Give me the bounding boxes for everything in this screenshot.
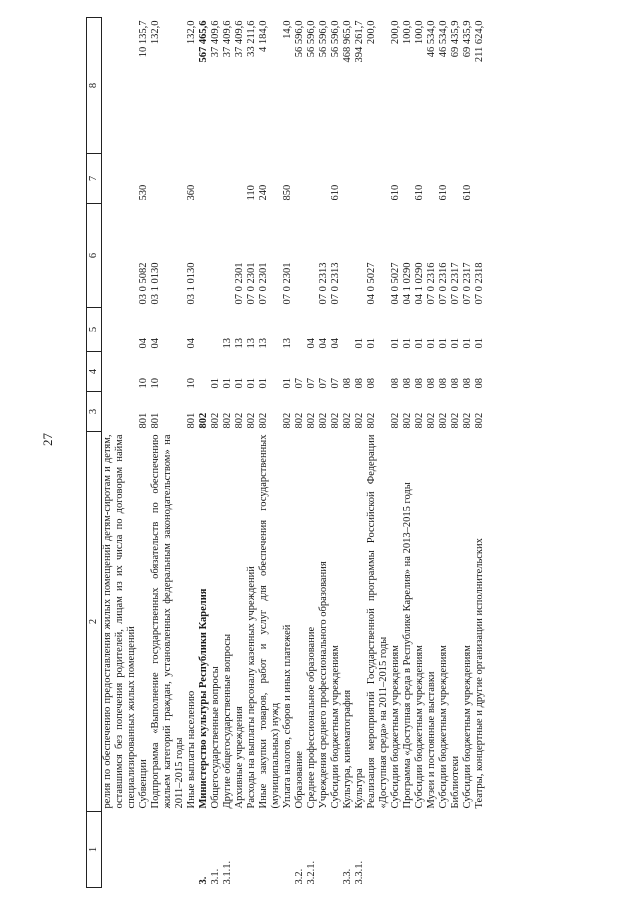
- row-amount: 468 965,0: [342, 20, 353, 63]
- code-csr: [222, 204, 234, 308]
- code-gr: 801: [138, 412, 149, 429]
- row-amount: 56 596,0: [294, 20, 305, 58]
- table-row: [294, 18, 306, 888]
- code-gr: 802: [258, 412, 269, 429]
- row-amount: 394 261,7: [354, 20, 365, 63]
- code-rz: [102, 352, 139, 392]
- code-vr: 610: [390, 184, 401, 201]
- code-pr: 04: [186, 338, 197, 349]
- row-name: Уплата налогов, сборов и иных платежей: [282, 624, 293, 809]
- code-pr: 13: [282, 338, 293, 349]
- code-pr: 04: [306, 338, 317, 349]
- code-vr: [318, 154, 330, 204]
- code-vr: 610: [414, 184, 425, 201]
- code-gr: 802: [450, 412, 461, 429]
- code-csr: 07 0 2313: [330, 262, 341, 305]
- row-amount: 37 409,6: [210, 20, 221, 58]
- header-row: [87, 18, 102, 888]
- table-row: [222, 18, 234, 888]
- code-gr: 802: [198, 412, 209, 429]
- code-rz: 01: [246, 378, 257, 389]
- budget-table-sheet: [86, 18, 586, 888]
- code-rz: [198, 352, 210, 392]
- row-number: 3.1.: [210, 868, 221, 885]
- table-row: [306, 18, 318, 888]
- code-vr: [342, 154, 354, 204]
- row-name: релия по обеспечению предоставления жилых помещений детям-сиротам и детям, оставшимся без попечения родителей, лицам из их числа по договорам найма специализированных жилых помещений: [102, 434, 137, 809]
- table-row: [330, 18, 342, 888]
- code-csr: 07 0 2301: [246, 262, 257, 305]
- row-name: Учреждения среднего профессионального образования: [318, 561, 329, 809]
- row-amount: 100,0: [414, 20, 425, 45]
- row-amount: 4 184,0: [258, 20, 269, 52]
- code-vr: 610: [438, 184, 449, 201]
- code-gr: 802: [414, 412, 425, 429]
- row-amount: 132,0: [186, 20, 197, 45]
- code-vr: 240: [258, 184, 269, 201]
- row-number: 3.3.1.: [354, 860, 365, 885]
- row-number: [414, 812, 426, 888]
- code-pr: 01: [390, 338, 401, 349]
- code-vr: [234, 154, 246, 204]
- code-vr: 530: [138, 184, 149, 201]
- row-number: [366, 812, 390, 888]
- code-csr: 07 0 2317: [450, 262, 461, 305]
- row-amount: 69 435,9: [462, 20, 473, 58]
- code-gr: 802: [306, 412, 317, 429]
- code-gr: 802: [390, 412, 401, 429]
- row-amount: 10 135,7: [138, 20, 149, 58]
- code-vr: [294, 154, 306, 204]
- row-number: 3.2.: [294, 868, 305, 885]
- table-row: [450, 18, 462, 888]
- row-name: Субсидии бюджетным учреждениям: [414, 645, 425, 809]
- row-name: Музеи и постоянные выставки: [426, 671, 437, 809]
- row-amount: 100,0: [402, 20, 413, 45]
- code-vr: [198, 154, 210, 204]
- code-rz: 07: [294, 378, 305, 389]
- code-csr: 04 0 5027: [366, 262, 377, 305]
- row-name: Архивные учреждения: [234, 706, 245, 809]
- code-rz: 08: [462, 378, 473, 389]
- code-csr: 04 0 5027: [390, 262, 401, 305]
- code-csr: [306, 204, 318, 308]
- code-rz: 08: [402, 378, 413, 389]
- row-number: [474, 812, 486, 888]
- code-gr: 802: [246, 412, 257, 429]
- row-number: [138, 812, 150, 888]
- table-row: [150, 18, 186, 888]
- code-vr: [354, 154, 366, 204]
- code-gr: 802: [210, 412, 221, 429]
- table-row: [474, 18, 486, 888]
- table-row: [366, 18, 390, 888]
- code-rz: 01: [210, 378, 221, 389]
- row-number: 3.3.: [342, 868, 353, 885]
- row-name: Расходы на выплаты персоналу казенных учреждений: [246, 566, 257, 809]
- code-vr: [102, 154, 139, 204]
- row-number: [282, 812, 294, 888]
- code-rz: 08: [354, 378, 365, 389]
- row-amount: 132,0: [150, 20, 161, 45]
- row-name: Субсидии бюджетным учреждениям: [330, 645, 341, 809]
- table-row: [282, 18, 294, 888]
- row-number: [330, 812, 342, 888]
- budget-table: [86, 17, 486, 888]
- code-rz: 08: [426, 378, 437, 389]
- row-number: [318, 812, 330, 888]
- table-row: [318, 18, 330, 888]
- code-rz: 08: [414, 378, 425, 389]
- code-csr: 07 0 2301: [234, 262, 245, 305]
- row-number: [426, 812, 438, 888]
- code-pr: 01: [438, 338, 449, 349]
- row-amount: 69 435,9: [450, 20, 461, 58]
- code-csr: 07 0 2301: [258, 262, 269, 305]
- row-number: 3.2.1.: [306, 860, 317, 885]
- code-vr: [210, 154, 222, 204]
- header-cell: 3: [87, 392, 102, 432]
- code-gr: 802: [438, 412, 449, 429]
- code-vr: [402, 154, 414, 204]
- code-csr: 04 1 0290: [414, 262, 425, 305]
- code-rz: 08: [438, 378, 449, 389]
- table-row: [102, 18, 139, 888]
- code-pr: 01: [354, 338, 365, 349]
- code-rz: 07: [306, 378, 317, 389]
- header-cell: 5: [87, 308, 102, 352]
- code-rz: 08: [474, 378, 485, 389]
- code-rz: 08: [342, 378, 353, 389]
- row-name: Субсидии бюджетным учреждениям: [462, 645, 473, 809]
- row-number: [150, 812, 186, 888]
- table-row: [354, 18, 366, 888]
- code-gr: 802: [222, 412, 233, 429]
- code-vr: [474, 154, 486, 204]
- header-cell: 4: [87, 352, 102, 392]
- table-row: [234, 18, 246, 888]
- code-gr: 802: [354, 412, 365, 429]
- row-amount: 33 211,6: [246, 20, 257, 57]
- code-gr: 802: [366, 412, 377, 429]
- row-amount: 56 596,0: [318, 20, 329, 58]
- code-rz: 10: [138, 378, 149, 389]
- code-csr: [210, 204, 222, 308]
- table-row: [138, 18, 150, 888]
- code-pr: 01: [426, 338, 437, 349]
- code-pr: 04: [138, 338, 149, 349]
- row-number: [402, 812, 414, 888]
- row-amount: 200,0: [390, 20, 401, 45]
- row-name: Министерство культуры Республики Карелия: [198, 588, 209, 809]
- code-pr: 13: [258, 338, 269, 349]
- code-pr: 13: [246, 338, 257, 349]
- code-gr: [102, 392, 139, 432]
- code-vr: 850: [282, 184, 293, 201]
- row-number: [246, 812, 258, 888]
- code-rz: 01: [282, 378, 293, 389]
- code-csr: [198, 204, 210, 308]
- code-csr: 04 1 0290: [402, 262, 413, 305]
- row-name: Реализация мероприятий Государственной программы Российской Федерации «Доступная среда» на 2011–2015 годы: [366, 434, 389, 809]
- row-number: [186, 812, 198, 888]
- code-vr: [366, 154, 390, 204]
- row-name: Культура, кинематография: [342, 689, 353, 809]
- code-pr: [102, 308, 139, 352]
- code-gr: 802: [462, 412, 473, 429]
- table-row: [462, 18, 474, 888]
- code-pr: [342, 308, 354, 352]
- code-pr: 04: [150, 338, 161, 349]
- code-rz: 08: [366, 378, 377, 389]
- header-cell: 7: [87, 154, 102, 204]
- code-vr: [150, 154, 186, 204]
- code-rz: 01: [234, 378, 245, 389]
- header-cell: 1: [87, 812, 102, 888]
- table-row: [210, 18, 222, 888]
- code-pr: 01: [414, 338, 425, 349]
- code-gr: 802: [318, 412, 329, 429]
- table-row: [390, 18, 402, 888]
- code-gr: 801: [186, 412, 197, 429]
- row-amount: 567 465,6: [198, 20, 209, 63]
- code-csr: 03 1 0130: [186, 262, 197, 305]
- code-pr: 01: [450, 338, 461, 349]
- code-csr: 07 0 2316: [426, 262, 437, 305]
- code-vr: [306, 154, 318, 204]
- table-row: [342, 18, 354, 888]
- header-cell: 8: [87, 18, 102, 154]
- code-gr: 802: [282, 412, 293, 429]
- code-vr: [450, 154, 462, 204]
- row-amount: 56 596,0: [306, 20, 317, 58]
- code-rz: 01: [258, 378, 269, 389]
- row-name: Субсидии бюджетным учреждениям: [438, 645, 449, 809]
- row-name: Среднее профессиональное образование: [306, 626, 317, 809]
- row-number: [390, 812, 402, 888]
- code-gr: 801: [150, 412, 161, 429]
- table-row: [426, 18, 438, 888]
- row-number: [258, 812, 282, 888]
- row-name: Подпрограмма «Выполнение государственных обязательств по обеспечению жильем категорий граждан, установленных федеральным законодательством» на 2011–2015 годы: [150, 434, 185, 809]
- code-vr: 110: [246, 185, 257, 201]
- code-csr: [294, 204, 306, 308]
- code-vr: 360: [186, 184, 197, 201]
- row-amount: 200,0: [366, 20, 377, 45]
- row-number: 3.1.1.: [222, 860, 233, 885]
- code-vr: 610: [330, 184, 341, 201]
- code-vr: [426, 154, 438, 204]
- row-name: Общегосударственные вопросы: [210, 666, 221, 809]
- code-gr: 802: [330, 412, 341, 429]
- table-row: [402, 18, 414, 888]
- row-name: Театры, концертные и другие организации исполнительских: [474, 538, 485, 809]
- code-csr: 07 0 2301: [282, 262, 293, 305]
- row-amount: 46 534,0: [426, 20, 437, 58]
- code-gr: 802: [294, 412, 305, 429]
- row-name: Образование: [294, 750, 305, 809]
- code-gr: 802: [234, 412, 245, 429]
- code-csr: 07 0 2317: [462, 262, 473, 305]
- row-name: Субвенции: [138, 759, 149, 809]
- code-gr: 802: [426, 412, 437, 429]
- table-row: [258, 18, 282, 888]
- row-name: Программа «Доступная среда в Республике Карелия» на 2013–2015 годы: [402, 482, 413, 809]
- row-number: [234, 812, 246, 888]
- row-amount: 56 596,0: [330, 20, 341, 58]
- code-pr: [198, 308, 210, 352]
- header-cell: 2: [87, 432, 102, 812]
- row-amount: 46 534,0: [438, 20, 449, 58]
- row-number: [462, 812, 474, 888]
- code-csr: [342, 204, 354, 308]
- code-vr: [222, 154, 234, 204]
- row-amount: 37 409,6: [234, 20, 245, 58]
- table-row: [246, 18, 258, 888]
- code-csr: 03 1 0130: [150, 262, 161, 305]
- code-rz: 08: [390, 378, 401, 389]
- code-rz: 07: [318, 378, 329, 389]
- code-csr: 07 0 2313: [318, 262, 329, 305]
- row-number: 3.: [198, 876, 209, 885]
- code-gr: 802: [342, 412, 353, 429]
- code-csr: 07 0 2318: [474, 262, 485, 305]
- row-name: Культура: [354, 768, 365, 809]
- table-row: [414, 18, 426, 888]
- code-pr: 01: [474, 338, 485, 349]
- table-body: [102, 18, 487, 888]
- code-pr: 04: [318, 338, 329, 349]
- row-amount: 211 624,0: [474, 20, 485, 63]
- row-number: [438, 812, 450, 888]
- row-amount: 37 409,6: [222, 20, 233, 58]
- row-number: [450, 812, 462, 888]
- table-row: [198, 18, 210, 888]
- code-pr: 04: [330, 338, 341, 349]
- code-csr: [102, 204, 139, 308]
- code-rz: 10: [150, 378, 161, 389]
- code-pr: [294, 308, 306, 352]
- code-pr: [210, 308, 222, 352]
- row-number: [102, 812, 139, 888]
- code-rz: 01: [222, 378, 233, 389]
- table-row: [438, 18, 450, 888]
- row-name: Иные выплаты населению: [186, 690, 197, 809]
- code-pr: 13: [234, 338, 245, 349]
- row-name: Иные закупки товаров, работ и услуг для обеспечения государственных (муниципальных) нужд: [258, 434, 281, 809]
- code-csr: [354, 204, 366, 308]
- code-csr: 07 0 2316: [438, 262, 449, 305]
- code-rz: 10: [186, 378, 197, 389]
- code-vr: 610: [462, 184, 473, 201]
- table-row: [186, 18, 198, 888]
- row-name: Библиотеки: [450, 755, 461, 809]
- header-cell: 6: [87, 204, 102, 308]
- code-gr: 802: [402, 412, 413, 429]
- code-rz: 08: [450, 378, 461, 389]
- code-pr: 01: [402, 338, 413, 349]
- row-name: Другие общегосударственные вопросы: [222, 633, 233, 809]
- page-number: 27: [40, 433, 55, 446]
- code-pr: 01: [462, 338, 473, 349]
- row-name: Субсидии бюджетным учреждениям: [390, 645, 401, 809]
- code-csr: 03 0 5082: [138, 262, 149, 305]
- code-pr: 01: [366, 338, 377, 349]
- code-pr: 13: [222, 338, 233, 349]
- row-amount: 14,0: [282, 20, 293, 39]
- code-gr: 802: [474, 412, 485, 429]
- row-amount: [102, 18, 139, 154]
- code-rz: 07: [330, 378, 341, 389]
